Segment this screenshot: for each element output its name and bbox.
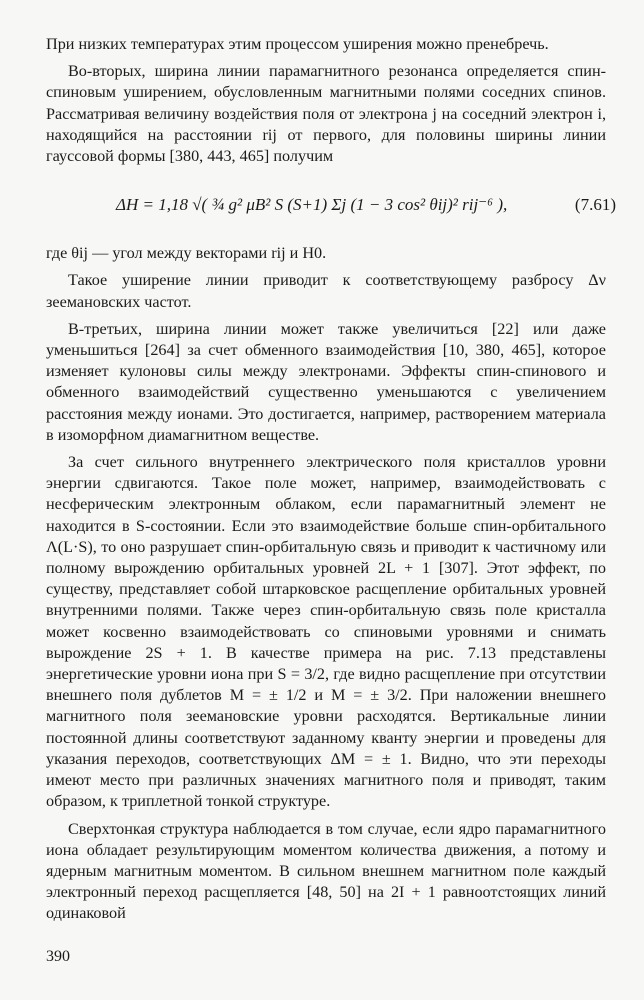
paragraph-3: где θij — угол между векторами rij и H0. <box>46 244 327 263</box>
paragraph-5: В-третьих, ширина линии может также увеличиться [22] или даже уменьшиться [264] за счет обменного взаимодействия [10, 380, 465], которое изменяет кулоновы силы между электронами. Эффекты спин-спинового и обменного взаимодействий существенно уменьшаются с увеличением расстояния между ионами. Это достигается, например, растворением материала в изоморфном диамагнитном веществе. <box>46 319 606 444</box>
paragraph-2: Во-вторых, ширина линии парамагнитного резонанса определяется спин-спиновым уширением, обусловленным магнитными полями соседних спинов. Рассматривая величину воздействия поля от электрона j на соседний электрон i, находящийся на расстоянии rij от первого, для половины ширины линии гауссовой формы [380, 443, 465] получим <box>46 62 606 166</box>
paragraph-6: За счет сильного внутреннего электрического поля кристаллов уровни энергии сдвигаются. Такое поле может, например, взаимодействовать с несферическим электронным облаком, если парамагнитный элемент не находится в S-состоянии. Если это взаимодействие больше спин-орбитального Λ(L·S), то оно разрушает спин-орбитальную связь и приводит к частичному или полному вырождению орбитальных уровней 2L + 1 [307]. Этот эффект, по существу, представляет собой штарковское расщепление орбитальных уровней внутренними полями. Также через спин-орбитальную связь поле кристалла может косвенно взаимодействовать со спиновыми уровнями и снимать вырождение 2S + 1. В качестве примера на рис. 7.13 представлены энергетические уровни иона при S = 3/2, где видно расщепление при отсутствии внешнего поля дублетов M = ± 1/2 и M = ± 3/2. При наложении внешнего магнитного поля зеемановские уровни расходятся. Вертикальные линии постоянной длины соответствуют заданному кванту энергии и проведены для указания переходов, соответствующих ΔM = ± 1. Видно, что эти переходы имеют место при различных значениях магнитного поля и приводят, таким образом, к триплетной тонкой структуре. <box>46 453 606 811</box>
page-text <box>46 34 616 925</box>
formula-number: (7.61) <box>574 195 616 215</box>
formula-expression: ΔH = 1,18 √( ¾ g² μB² S (S+1) Σj (1 − 3 cos² θij)² rij⁻⁶ ), <box>116 195 508 215</box>
page-number: 390 <box>46 948 70 965</box>
paragraph-1: При низких температурах этим процессом уширения можно пренебречь. <box>46 35 549 53</box>
paragraph-7: Сверхтонкая структура наблюдается в том случае, если ядро парамагнитного иона обладает результирующим моментом количества движения, а потому и ядерным магнитным моментом. В сильном внешнем магнитном поле каждый электронный переход расщепляется [48, 50] на 2I + 1 равноотстоящих линий одинаковой <box>46 819 606 923</box>
paragraph-4: Такое уширение линии приводит к соответствующему разбросу Δν зеемановских частот. <box>46 271 606 311</box>
formula-7-61 <box>46 173 616 243</box>
